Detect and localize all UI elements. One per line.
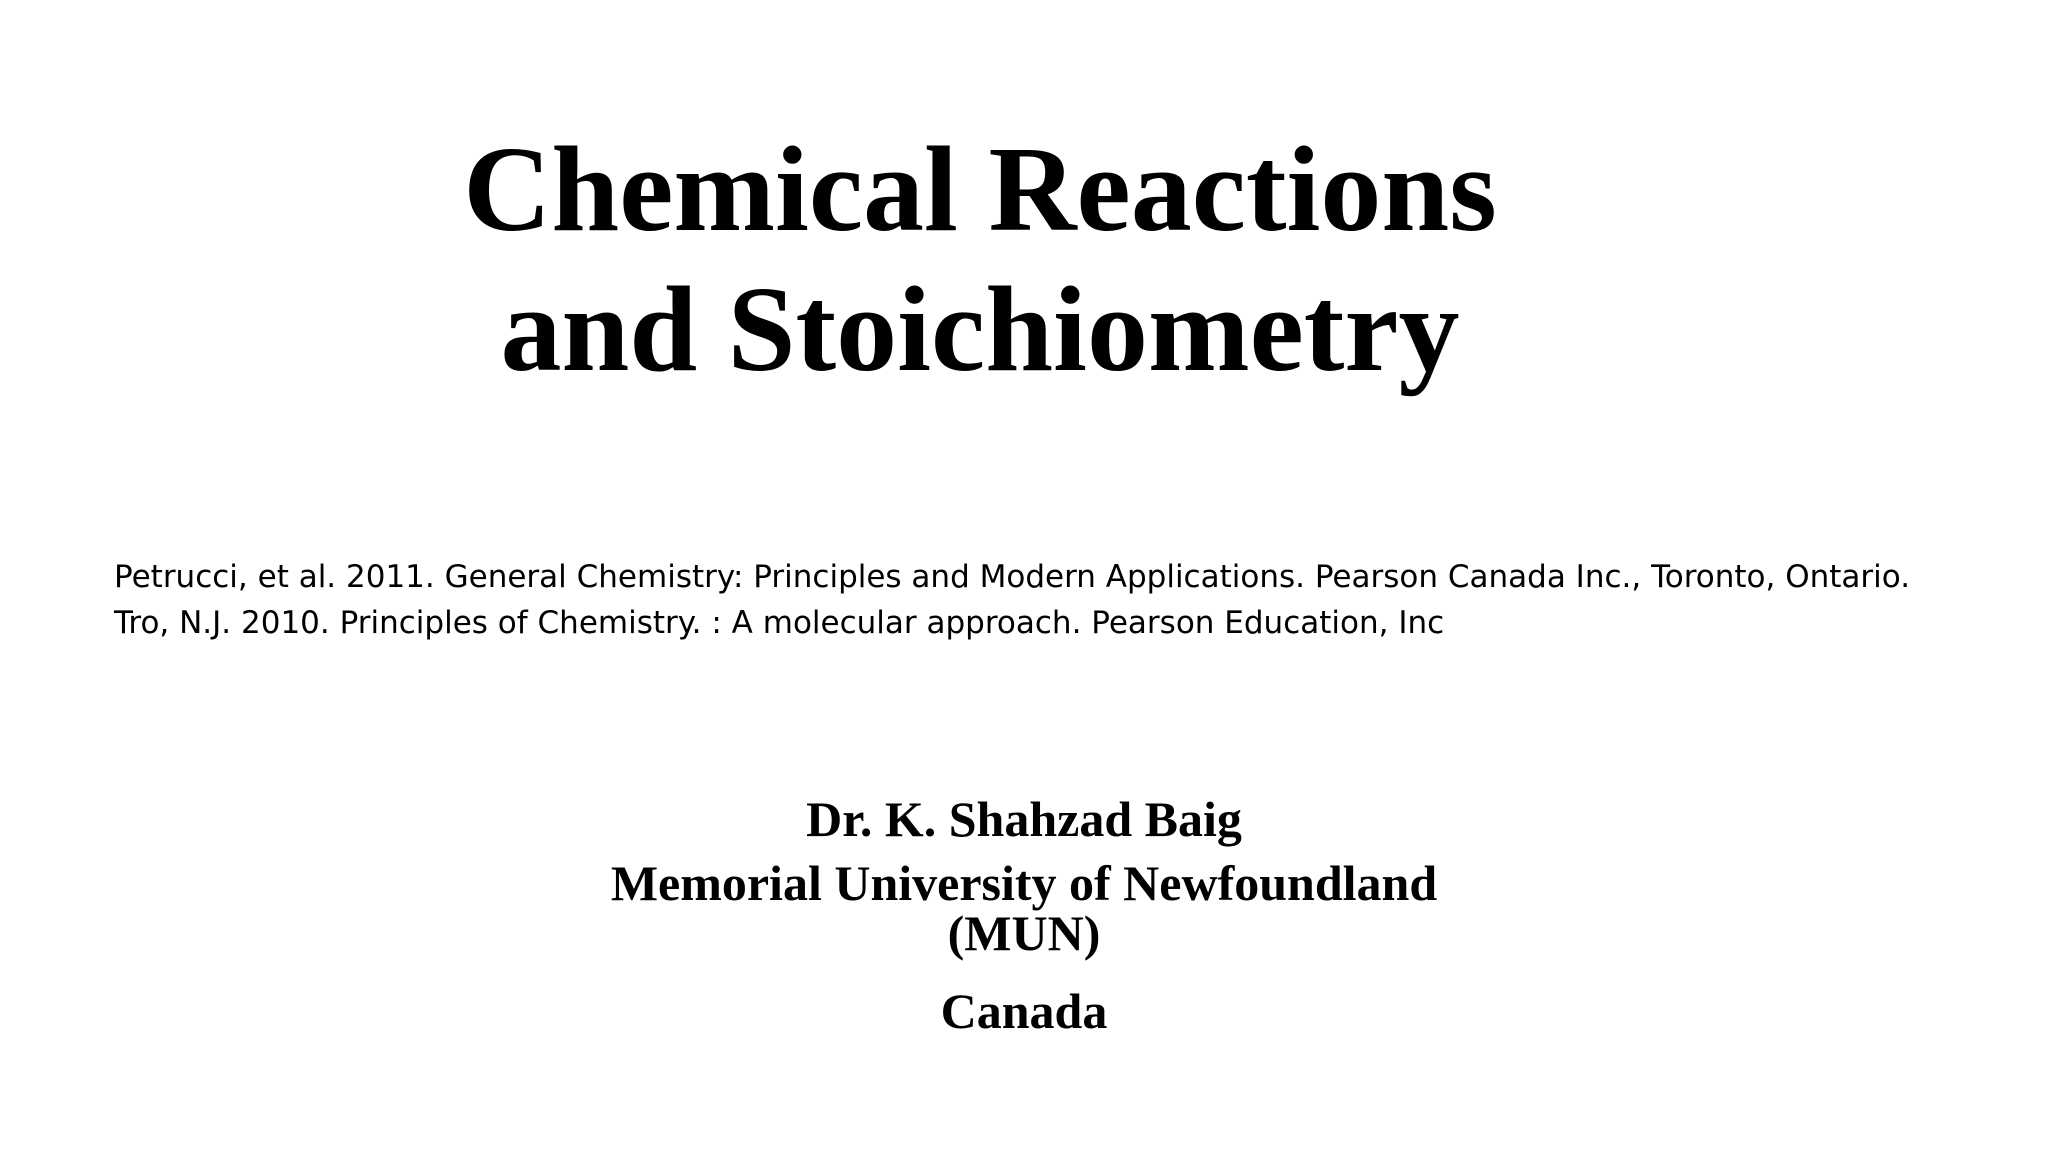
author-name [0, 788, 2048, 850]
title-line-2: and Stoichiometry [500, 262, 1460, 397]
country [0, 980, 2048, 1042]
affiliation [0, 855, 2048, 961]
country-text: Canada [940, 983, 1108, 1039]
affiliation-line-1: Memorial University of Newfoundland [610, 855, 1438, 911]
author-name-text: Dr. K. Shahzad Baig [806, 791, 1242, 847]
title-line-1: Chemical Reactions [463, 122, 1497, 257]
slide-title [0, 120, 1960, 400]
reference-2: Tro, N.J. 2010. Principles of Chemistry. : A molecular approach. Pearson Education, Inc [114, 605, 1445, 641]
references [114, 554, 2014, 646]
reference-1: Petrucci, et al. 2011. General Chemistry: Principles and Modern Applications. Pearson Canada Inc., Toronto, Ontario. [114, 559, 1911, 595]
affiliation-line-2: (MUN) [947, 905, 1101, 961]
